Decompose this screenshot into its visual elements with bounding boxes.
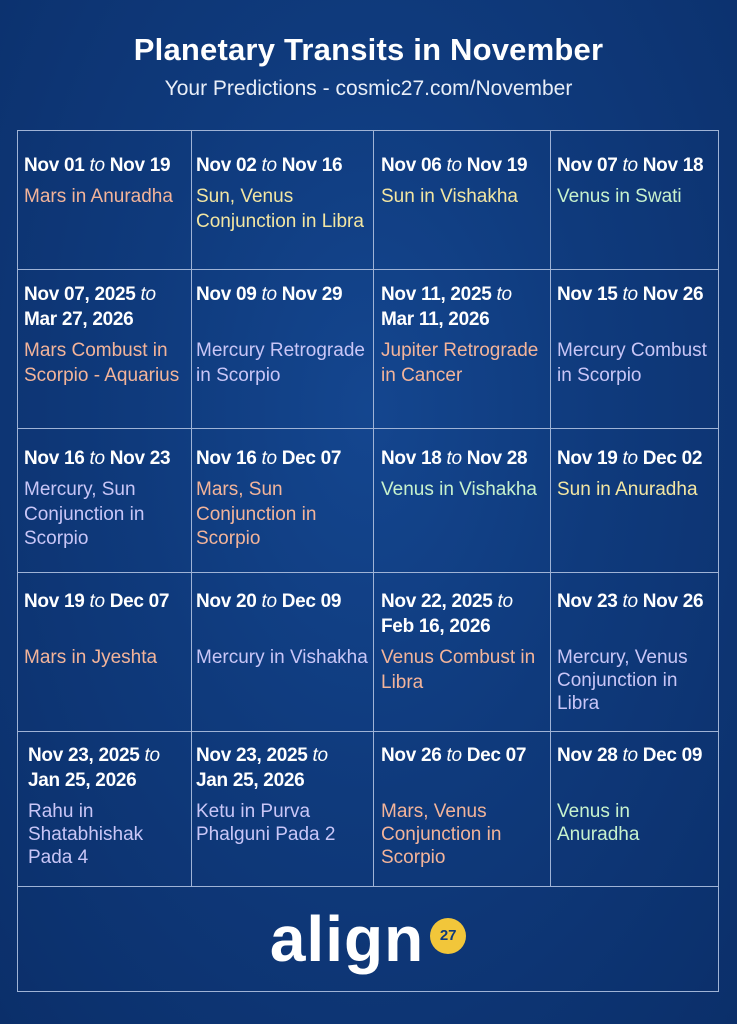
transit-cell [196,589,368,671]
transit-cell [381,446,546,503]
transit-description: Venus in Vishakha [381,479,537,500]
grid-divider [550,131,551,887]
page-subtitle: Your Predictions - cosmic27.com/November [164,77,573,100]
transit-dates: Nov 09 to Nov 29 [196,284,343,305]
page-title: Planetary Transits in November [133,32,604,67]
transit-dates: Nov 28 to Dec 09 [557,745,703,766]
transit-description: Sun, Venus Conjunction in Libra [196,186,364,232]
transit-description: Mars Combust in Scorpio - Aquarius [24,340,180,386]
transit-grid [17,130,719,992]
transit-cell [24,282,189,388]
grid-divider [18,428,718,429]
transit-description: Sun in Anuradha [557,479,698,500]
align27-logo [18,887,718,991]
transit-description: Mercury, Sun Conjunction in Scorpio [24,479,145,549]
logo-text: align [269,903,425,975]
transit-description: Mercury in Vishakha [196,647,368,668]
transit-cell [557,282,715,388]
transit-description: Mars, Venus Conjunction in Scorpio [381,801,502,868]
transit-dates: Nov 02 to Nov 16 [196,155,343,176]
transit-cell [28,743,189,869]
transit-cell [196,446,368,552]
transit-cell [381,153,546,210]
transit-cell [557,589,715,715]
transit-description: Mars in Jyeshta [24,647,158,668]
transit-dates: Nov 07, 2025 to Mar 27, 2026 [24,284,156,330]
transit-dates: Nov 19 to Dec 07 [24,591,170,612]
transit-description: Venus in Swati [557,186,682,207]
transit-description: Jupiter Retrograde in Cancer [381,340,539,386]
transit-dates: Nov 20 to Dec 09 [196,591,342,612]
transit-dates: Nov 15 to Nov 26 [557,284,704,305]
transit-cell [24,589,189,671]
transit-cell [557,446,715,503]
transit-cell [24,153,189,210]
transit-description: Mercury Combust in Scorpio [557,340,707,386]
transit-dates: Nov 07 to Nov 18 [557,155,704,176]
transit-dates: Nov 18 to Nov 28 [381,448,528,469]
transit-dates: Nov 16 to Nov 23 [24,448,171,469]
transit-description: Venus Combust in Libra [381,647,536,693]
transit-cell [196,743,368,846]
transit-dates: Nov 06 to Nov 19 [381,155,528,176]
grid-divider [18,269,718,270]
transit-dates: Nov 26 to Dec 07 [381,745,527,766]
transit-cell [557,153,715,210]
transit-dates: Nov 19 to Dec 02 [557,448,703,469]
transit-cell [381,282,546,388]
transit-cell [557,743,715,846]
transit-description: Rahu in Shatabhishak Pada 4 [28,801,144,868]
grid-divider [191,131,192,887]
transit-cell [196,282,368,388]
transit-dates: Nov 23 to Nov 26 [557,591,704,612]
transit-dates: Nov 23, 2025 to Jan 25, 2026 [28,745,160,791]
transit-description: Mars in Anuradha [24,186,173,207]
transit-description: Mercury, Venus Conjunction in Libra [557,647,688,714]
transit-description: Ketu in Purva Phalguni Pada 2 [196,801,336,845]
transit-dates: Nov 22, 2025 to Feb 16, 2026 [381,591,513,637]
grid-divider [18,572,718,573]
transit-dates: Nov 11, 2025 to Mar 11, 2026 [381,284,512,330]
transit-dates: Nov 01 to Nov 19 [24,155,171,176]
transit-dates: Nov 23, 2025 to Jan 25, 2026 [196,745,328,791]
transit-description: Venus in Anuradha [557,801,640,845]
transit-cell [381,589,546,695]
transit-cell [196,153,368,234]
logo-badge: 27 [430,918,466,954]
transit-description: Mars, Sun Conjunction in Scorpio [196,479,317,549]
transit-cell [381,743,546,869]
transit-description: Mercury Retrograde in Scorpio [196,340,365,386]
transit-cell [24,446,189,552]
transit-description: Sun in Vishakha [381,186,518,207]
grid-divider [373,131,374,887]
grid-divider [18,731,718,732]
transit-dates: Nov 16 to Dec 07 [196,448,342,469]
